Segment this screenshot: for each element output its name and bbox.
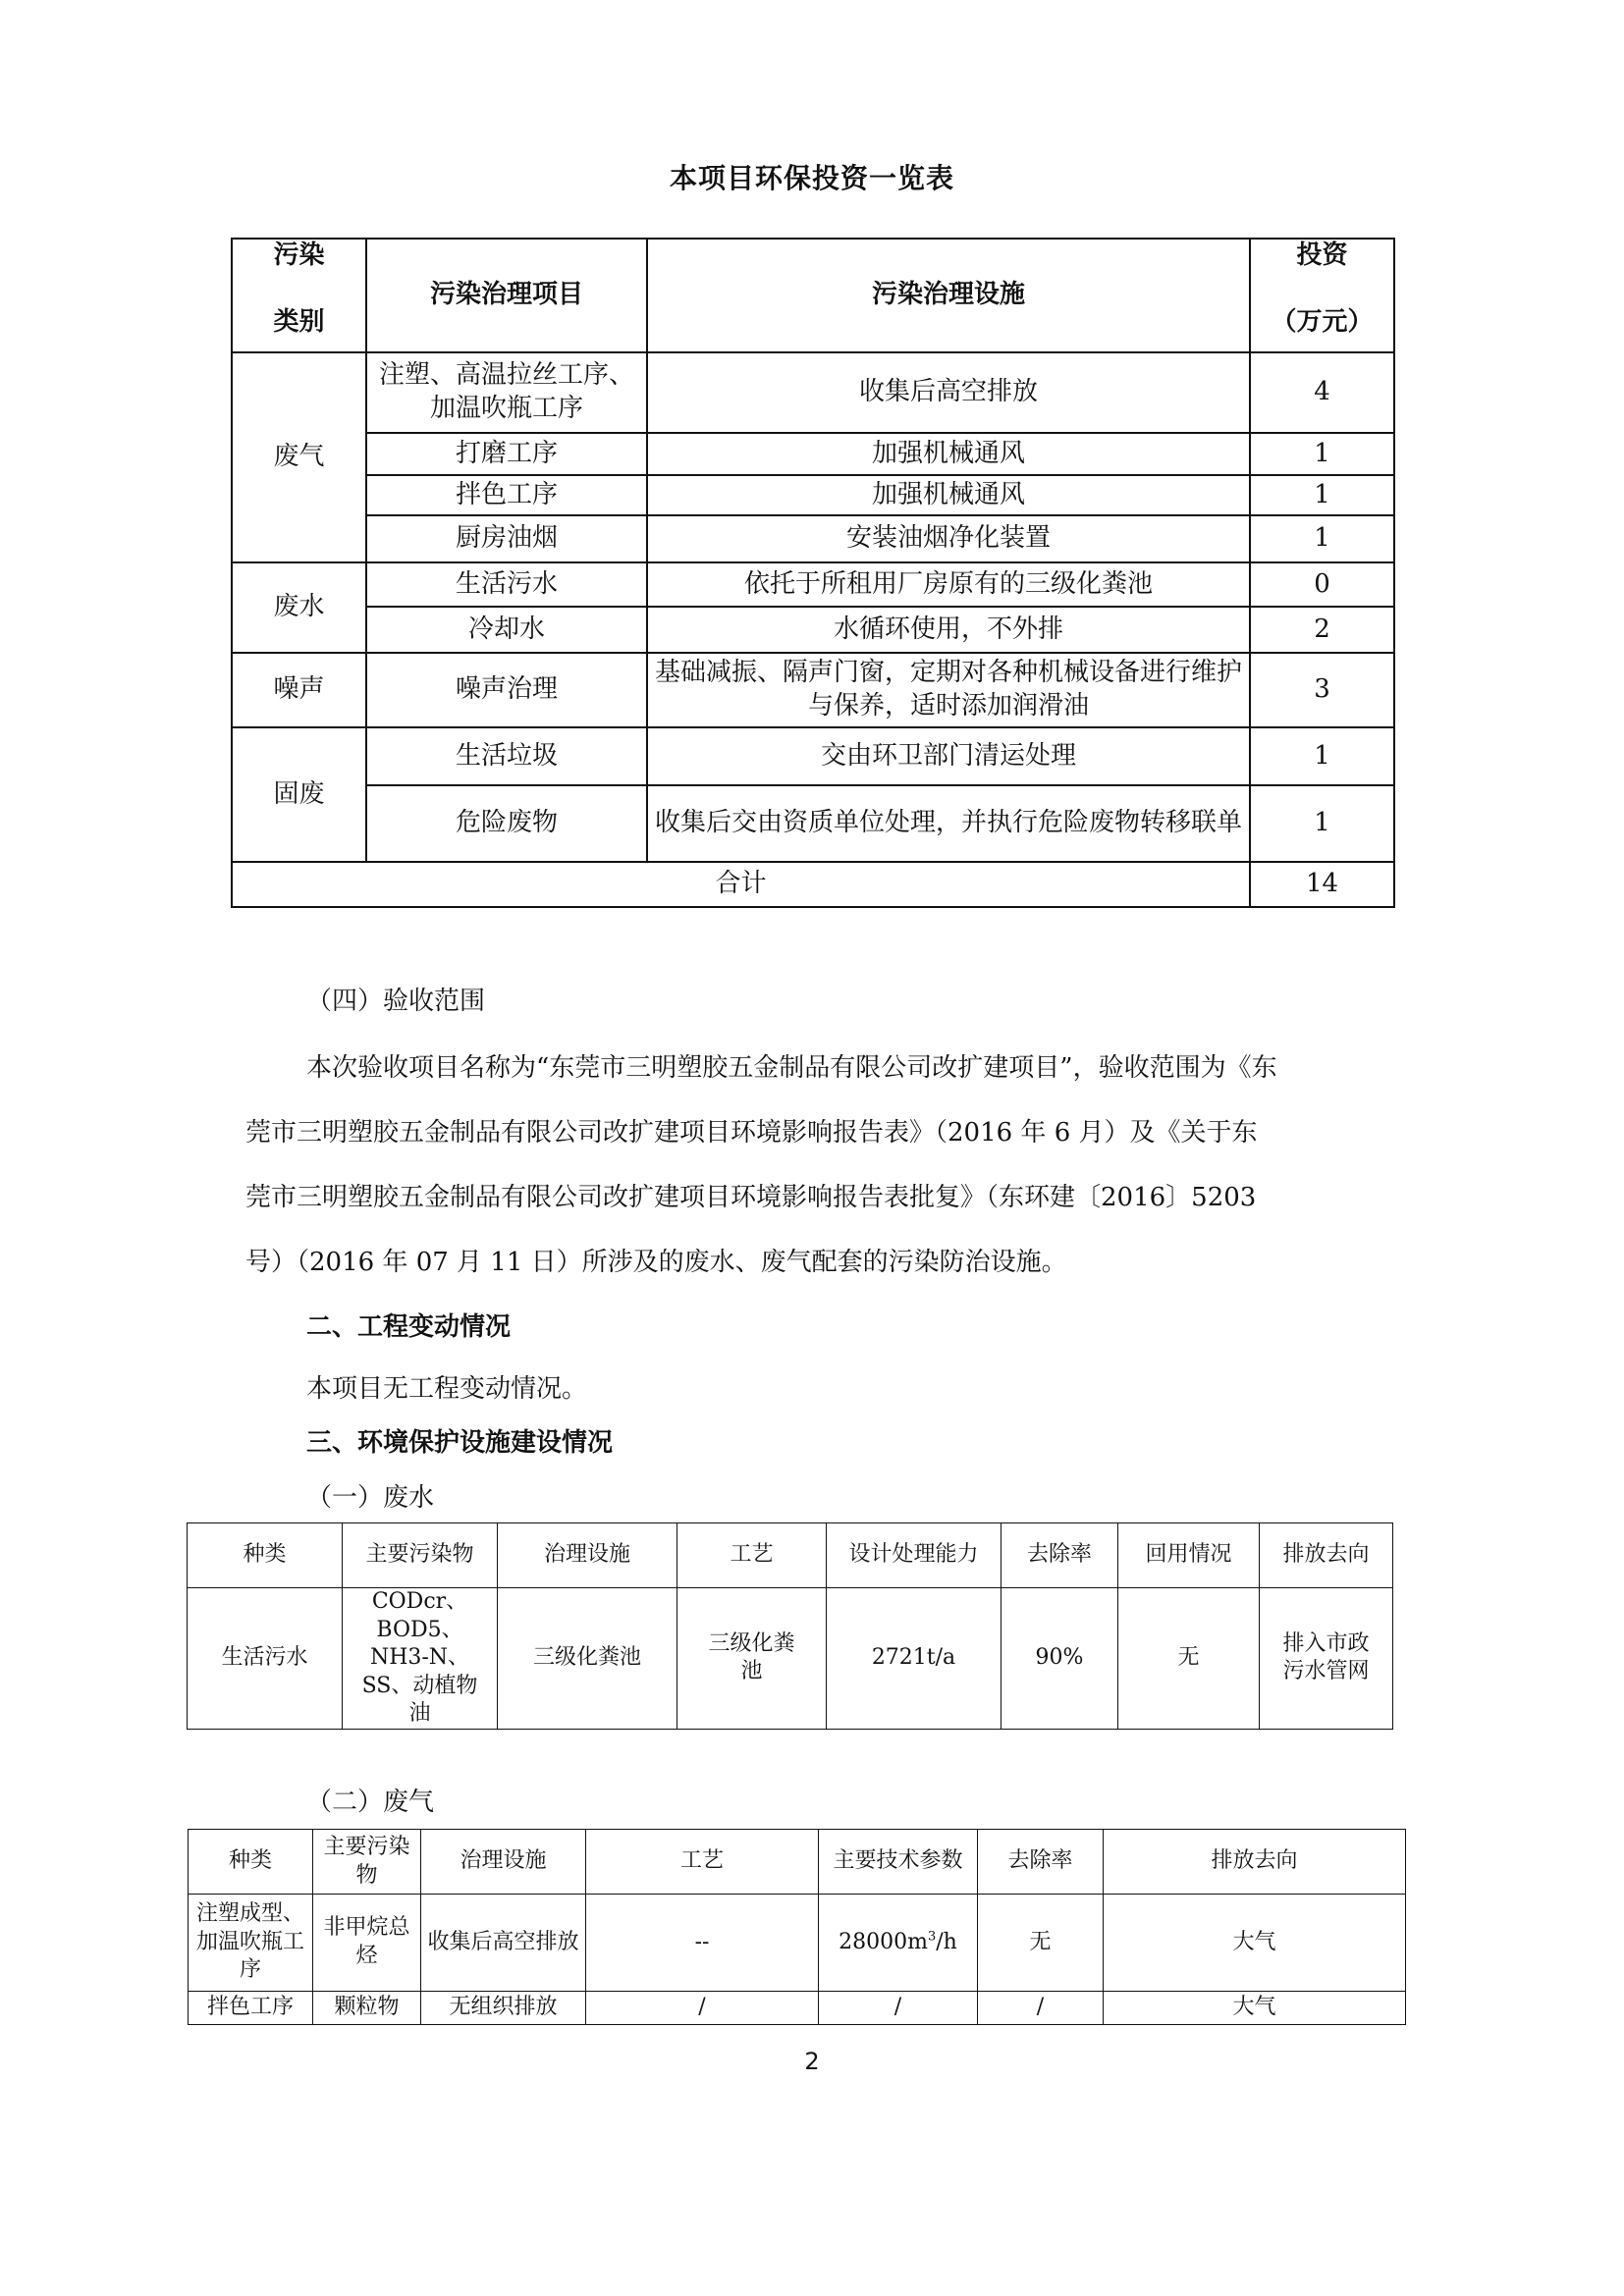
cell: 2721t/a	[827, 1588, 1001, 1730]
investment-cell: 1	[1250, 475, 1394, 515]
table-row	[232, 515, 1394, 562]
facility-cell: 加强机械通风	[647, 433, 1250, 475]
exhaust-table	[188, 1829, 1406, 2025]
cell: 颗粒物	[313, 1992, 421, 2025]
investment-cell: 1	[1250, 515, 1394, 562]
header-cell: 排放去向	[1104, 1830, 1406, 1895]
header-invest-bottom: （万元）	[1271, 306, 1374, 337]
table-row	[232, 727, 1394, 785]
cell: 排入市政污水管网	[1260, 1588, 1393, 1730]
cell: /	[819, 1992, 978, 2025]
cell: 收集后高空排放	[421, 1895, 586, 1992]
header-cell: 工艺	[586, 1830, 819, 1895]
project-cell: 打磨工序	[366, 433, 647, 475]
scope-line: 莞市三明塑胶五金制品有限公司改扩建项目环境影响报告表批复》（东环建〔2016〕5203	[245, 1183, 1257, 1212]
project-cell: 厨房油烟	[366, 515, 647, 562]
header-category-bottom: 类别	[273, 306, 325, 337]
project-cell: 生活垃圾	[366, 727, 647, 785]
table-row	[232, 653, 1394, 727]
facility-cell: 基础减振、隔声门窗，定期对各种机械设备进行维护与保养，适时添加润滑油	[647, 653, 1250, 727]
facility-cell: 加强机械通风	[647, 475, 1250, 515]
header-cell: 去除率	[978, 1830, 1104, 1895]
facility-cell: 安装油烟净化装置	[647, 515, 1250, 562]
facility-cell: 交由环卫部门清运处理	[647, 727, 1250, 785]
header-cell: 去除率	[1001, 1523, 1118, 1588]
cell: --	[586, 1895, 819, 1992]
wastewater-table	[187, 1522, 1393, 1730]
project-cell: 危险废物	[366, 785, 647, 862]
facility-cell: 收集后交由资质单位处理，并执行危险废物转移联单	[647, 785, 1250, 862]
investment-cell: 4	[1250, 352, 1394, 433]
category-cell: 固废	[232, 727, 366, 862]
header-cell: 主要技术参数	[819, 1830, 978, 1895]
category-cell: 噪声	[232, 653, 366, 727]
header-invest-top: 投资	[1296, 240, 1348, 270]
table-row	[232, 352, 1394, 433]
table-row	[232, 475, 1394, 515]
category-cell: 废气	[232, 352, 366, 562]
project-cell: 生活污水	[366, 562, 647, 607]
cell: /	[978, 1992, 1104, 2025]
header-cell: 工艺	[677, 1523, 827, 1588]
project-cell: 冷却水	[366, 607, 647, 653]
header-cell: 种类	[189, 1830, 313, 1895]
header-cell: 主要污染物	[313, 1830, 421, 1895]
cell: 无	[1118, 1588, 1260, 1730]
cell: 大气	[1104, 1895, 1406, 1992]
investment-cell: 1	[1250, 727, 1394, 785]
cell: 生活污水	[188, 1588, 343, 1730]
cell: 非甲烷总烃	[313, 1895, 421, 1992]
scope-line: 号）（2016 年 07 月 11 日）所涉及的废水、废气配套的污染防治设施。	[245, 1248, 1067, 1277]
scope-line: 莞市三明塑胶五金制品有限公司改扩建项目环境影响报告表》（2016 年 6 月）及《关于东	[245, 1118, 1258, 1148]
facility-cell: 依托于所租用厂房原有的三级化粪池	[647, 562, 1250, 607]
cell: 三级化粪池	[498, 1588, 677, 1730]
exhaust-heading: （二）废气	[306, 1788, 435, 1817]
scope-line: 本次验收项目名称为“东莞市三明塑胶五金制品有限公司改扩建项目”，验收范围为《东	[306, 1053, 1277, 1083]
total-value: 14	[1250, 862, 1394, 907]
facility-cell: 收集后高空排放	[647, 352, 1250, 433]
cell: /	[586, 1992, 819, 2025]
section2-text: 本项目无工程变动情况。	[306, 1374, 588, 1404]
table-header-row	[188, 1523, 1393, 1588]
cell: 90%	[1001, 1588, 1118, 1730]
cell: CODcr、BOD5、NH3-N、SS、动植物油	[343, 1588, 498, 1730]
param-cell	[819, 1895, 978, 1992]
scope-heading: （四）验收范围	[306, 987, 486, 1016]
cell: 无	[978, 1895, 1104, 1992]
table-row	[232, 562, 1394, 607]
param-unit-sup: 3	[927, 1929, 937, 1945]
investment-table-title: 本项目环保投资一览表	[669, 162, 954, 194]
table-header-row	[189, 1830, 1406, 1895]
investment-cell: 1	[1250, 785, 1394, 862]
table-row	[232, 785, 1394, 862]
project-cell: 噪声治理	[366, 653, 647, 727]
header-category-top: 污染	[273, 240, 325, 270]
cell: 三级化粪池	[677, 1588, 827, 1730]
table-row	[189, 1992, 1406, 2025]
header-cell: 设计处理能力	[827, 1523, 1001, 1588]
header-cell: 排放去向	[1260, 1523, 1393, 1588]
total-label: 合计	[232, 862, 1250, 907]
table-row	[232, 433, 1394, 475]
investment-table	[231, 238, 1395, 908]
table-header-row	[232, 239, 1394, 352]
param-unit-suffix: /h	[936, 1929, 957, 1954]
header-cell: 治理设施	[498, 1523, 677, 1588]
facility-cell: 水循环使用，不外排	[647, 607, 1250, 653]
investment-cell: 3	[1250, 653, 1394, 727]
section2-heading: 二、工程变动情况	[306, 1312, 512, 1342]
cell: 拌色工序	[189, 1992, 313, 2025]
header-cell: 治理设施	[421, 1830, 586, 1895]
table-row	[188, 1588, 1393, 1730]
category-cell: 废水	[232, 562, 366, 653]
table-row	[232, 607, 1394, 653]
header-cell: 回用情况	[1118, 1523, 1260, 1588]
table-row	[189, 1895, 1406, 1992]
header-cell: 种类	[188, 1523, 343, 1588]
section3-heading: 三、环境保护设施建设情况	[306, 1428, 614, 1458]
investment-cell: 1	[1250, 433, 1394, 475]
header-cell: 主要污染物	[343, 1523, 498, 1588]
cell: 无组织排放	[421, 1992, 586, 2025]
investment-cell: 2	[1250, 607, 1394, 653]
wastewater-heading: （一）废水	[306, 1483, 435, 1513]
total-row	[232, 862, 1394, 907]
param-value: 28000m	[839, 1929, 928, 1954]
header-investment	[1250, 239, 1394, 352]
cell: 大气	[1104, 1992, 1406, 2025]
header-project: 污染治理项目	[366, 239, 647, 352]
header-facility: 污染治理设施	[647, 239, 1250, 352]
project-cell: 注塑、高温拉丝工序、加温吹瓶工序	[366, 352, 647, 433]
page-number: 2	[804, 2048, 820, 2075]
project-cell: 拌色工序	[366, 475, 647, 515]
cell: 注塑成型、加温吹瓶工序	[189, 1895, 313, 1992]
investment-cell: 0	[1250, 562, 1394, 607]
header-category	[232, 239, 366, 352]
